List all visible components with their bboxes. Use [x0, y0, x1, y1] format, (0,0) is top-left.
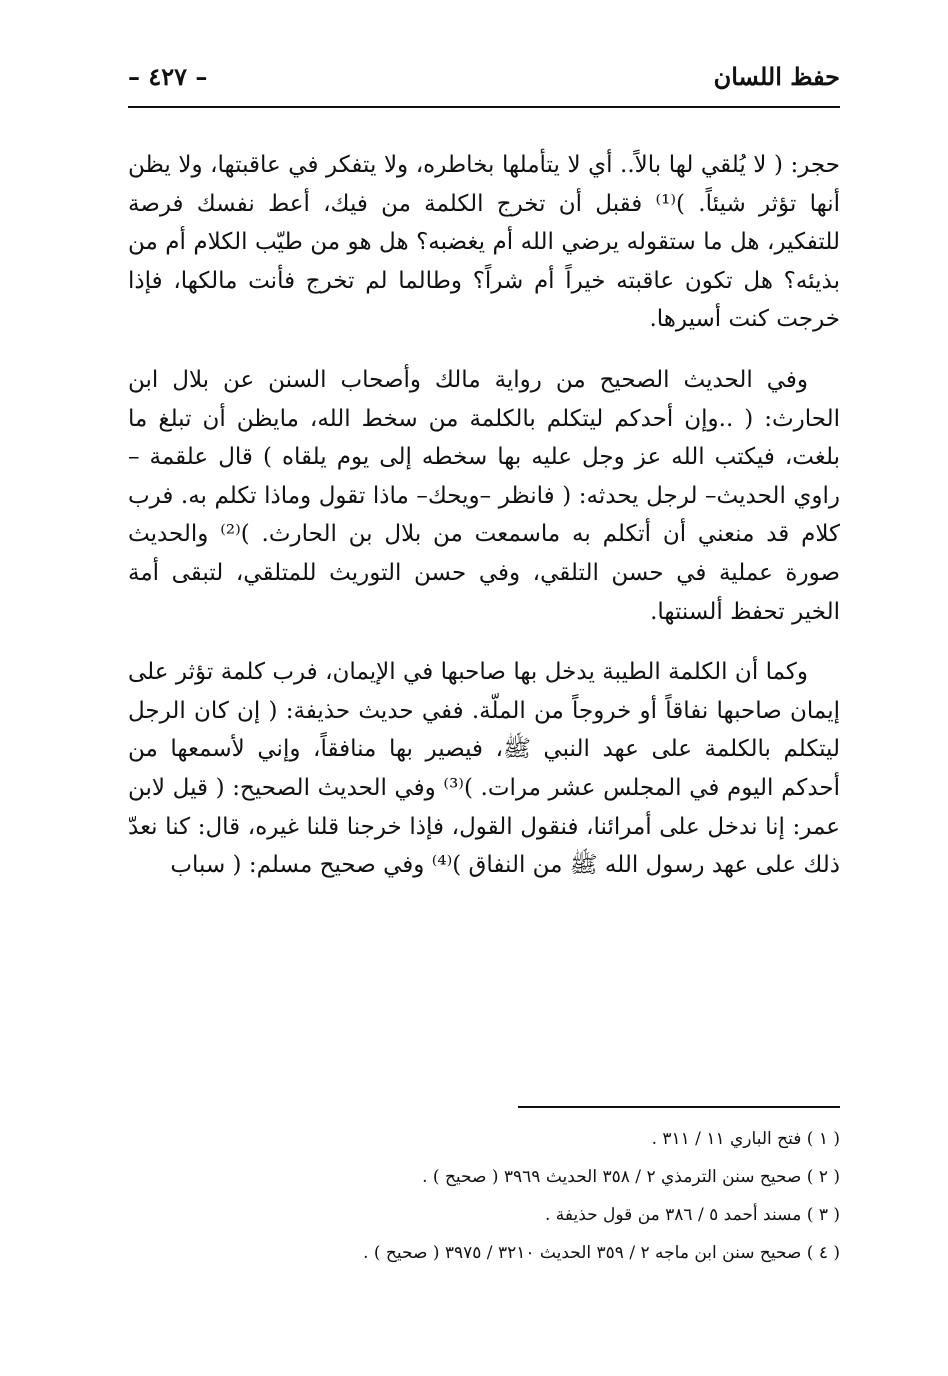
running-title: حفظ اللسان — [713, 62, 840, 91]
footnote-3: ( ٣ ) مسند أحمد ٥ / ٣٨٦ من قول حذيفة . — [544, 1205, 840, 1225]
page-number: – ٤٢٧ – — [128, 62, 208, 91]
paragraph-2: وفي الحديث الصحيح من رواية مالك وأصحاب السنن عن بلال ابن الحارث: ( ..وإن أحدكم ليتكلم بالكلمة من سخط الله، مايظن أن تبلغ ما بلغت، فيكتب الله عز وجل عليه بها سخطه إلى يوم يلقاه ) قال علقمة –راوي الحديث– لرجل يحدثه: ( فانظر –ويحك– ماذا تقول وماذا تكلم به. فرب كلام قد منعني أن أتكلم به ماسمعت من بلال بن الحارث. )⁽²⁾ والحديث صورة عملية في حسن التلقي، وفي حسن التوريث للمتلقي، لتبقى أمة الخير تحفظ ألسنتها. — [128, 366, 840, 625]
header-rule — [128, 106, 840, 108]
footnotes — [128, 1120, 840, 1272]
paragraph-3: وكما أن الكلمة الطيبة يدخل بها صاحبها في الإيمان، فرب كلمة تؤثر على إيمان صاحبها نفاقاً أو خروجاً من الملّة. ففي حديث حذيفة: ( إن كان الرجل ليتكلم بالكلمة على عهد النبي ﷺ، فيصير بها منافقاً، وإني لأسمعها من أحدكم اليوم في المجلس عشر مرات. )⁽³⁾ وفي الحديث الصحيح: ( قيل لابن عمر: إنا ندخل على أمرائنا، فنقول القول، فإذا خرجنا قلنا غيره، قال: كنا نعدّ ذلك على عهد رسول الله ﷺ من النفاق )⁽⁴⁾ وفي صحيح مسلم: ( سباب — [128, 659, 841, 879]
footnote-rule — [518, 1106, 840, 1108]
footnote-2: ( ٢ ) صحيح سنن الترمذي ٢ / ٣٥٨ الحديث ٣٩٦٩ ( صحيح ) . — [422, 1167, 840, 1187]
footnote-4: ( ٤ ) صحيح سنن ابن ماجه ٢ / ٣٥٩ الحديث ٣٢١٠ / ٣٩٧٥ ( صحيح ) . — [363, 1243, 840, 1263]
page-header — [128, 62, 840, 102]
paragraph-1: حجر: ( لا يُلقي لها بالاً.. أي لا يتأملها بخاطره، ولا يتفكر في عاقبتها، ولا يظن أنها تؤثر شيئاً. )⁽¹⁾ فقبل أن تخرج الكلمة من فيك، أعط نفسك فرصة للتفكير، هل ما ستقوله يرضي الله أم يغضبه؟ هل هو من طيّب الكلام أم من بذيئه؟ هل تكون عاقبته خيراً أم شراً؟ وطالما لم تخرج فأنت مالكها، فإذا خرجت كنت أسيرها. — [128, 152, 840, 333]
main-text — [128, 146, 840, 907]
footnote-1: ( ١ ) فتح الباري ١١ / ٣١١ . — [651, 1129, 840, 1149]
